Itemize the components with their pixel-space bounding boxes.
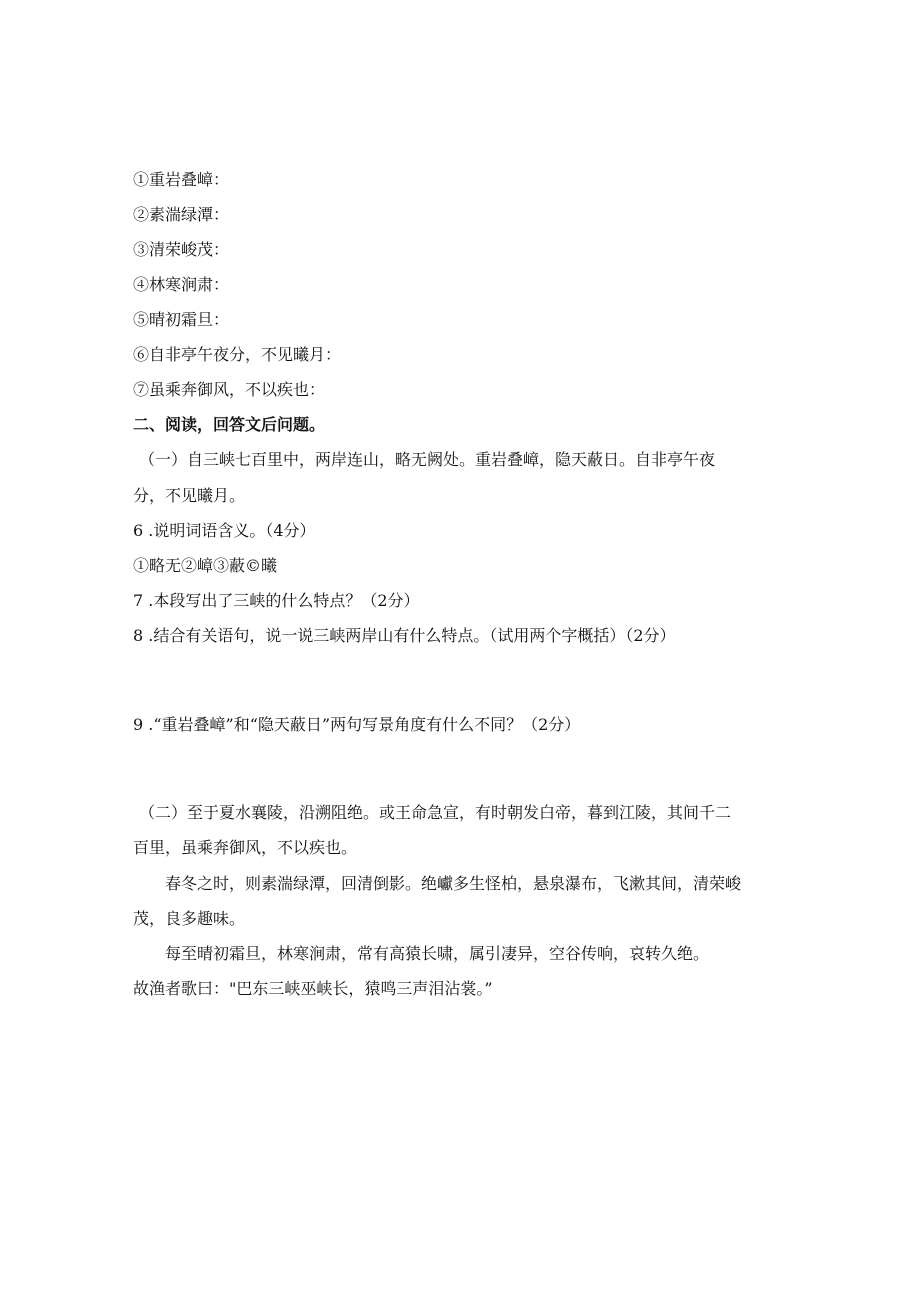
vocab-item: ⑥自非亭午夜分，不见曦月： [133, 345, 342, 364]
question-8: 8 .结合有关语句，说一说三峡两岸山有什么特点。（试用两个字概括）（2分） [133, 626, 676, 645]
vocab-item: ③清荣峻茂： [133, 240, 230, 259]
question-9: 9 .“重岩叠嶂”和“隐天蔽日”两句写景角度有什么不同？（2分） [133, 715, 581, 734]
vocab-item: ⑦虽乘奔御风，不以疾也： [133, 380, 326, 399]
passage-line: 茂，良多趣味。 [133, 909, 246, 928]
question-6-terms: ①略无②嶂③蔽©曦 [133, 556, 278, 575]
question-7: 7 .本段写出了三峡的什么特点？（2分） [133, 591, 420, 610]
passage-line: 分，不见曦月。 [133, 486, 246, 505]
section-heading: 二、阅读，回答文后问题。 [133, 415, 326, 434]
vocab-item: ②素湍绿潭： [133, 205, 230, 224]
passage-line: 春冬之时，则素湍绿潭，回清倒影。绝巘多生怪柏，悬泉瀑布，飞漱其间，清荣峻 [165, 874, 742, 893]
vocab-item: ④林寒涧肃： [133, 275, 230, 294]
vocab-item: ①重岩叠嶂： [133, 170, 230, 189]
passage-line: 每至晴初霜旦，林寒涧肃，常有高猿长啸，属引凄异，空谷传响，哀转久绝。 [165, 944, 710, 963]
question-6: 6 .说明词语含义。（4分） [133, 521, 316, 540]
vocab-item: ⑤晴初霜旦： [133, 310, 230, 329]
passage-line: （一）自三峡七百里中，两岸连山，略无阙处。重岩叠嶂，隐天蔽日。自非亭午夜 [139, 450, 716, 469]
passage-line: （二）至于夏水襄陵，沿溯阻绝。或王命急宣，有时朝发白帝，暮到江陵，其间千二 [139, 803, 732, 822]
passage-line: 故渔者歌曰："巴东三峡巫峡长，猿鸣三声泪沾裳。” [133, 979, 493, 998]
passage-line: 百里，虽乘奔御风，不以疾也。 [133, 838, 358, 857]
